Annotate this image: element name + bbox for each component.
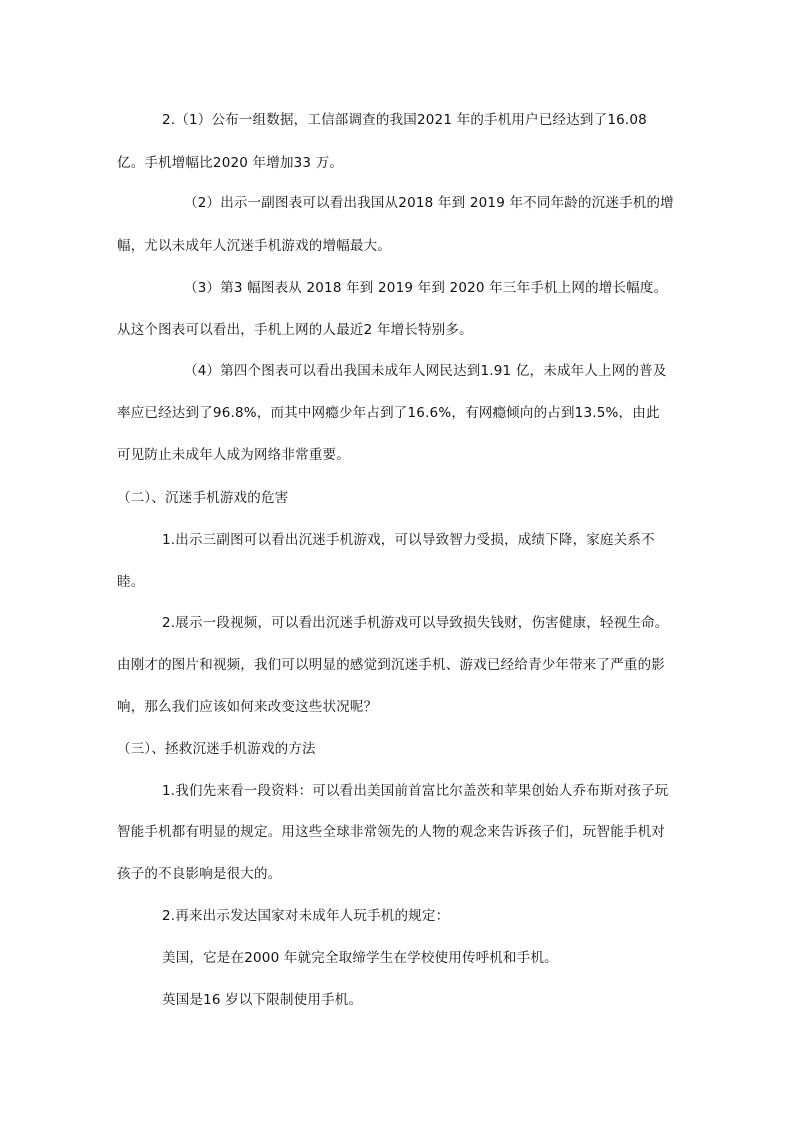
paragraph-line: 2.展示一段视频，可以看出沉迷手机游戏可以导致损失钱财，伤害健康，轻视生命。 (162, 615, 669, 631)
paragraph-line: 从这个图表可以看出，手机上网的人最近2 年增长特别多。 (117, 322, 473, 338)
paragraph-line: 率应已经达到了96.8%，而其中网瘾少年占到了16.6%，有网瘾倾向的占到13.5%，由此 (117, 405, 660, 421)
paragraph-line: 2.再来出示发达国家对未成年人玩手机的规定： (162, 908, 450, 924)
section-heading: （三）、拯救沉迷手机游戏的方法 (117, 741, 316, 757)
paragraph-line: 智能手机都有明显的规定。用这些全球非常领先的人物的观念来告诉孩子们，玩智能手机对 (117, 824, 665, 840)
paragraph-line: 响，那么我们应该如何来改变这些状况呢？ (117, 699, 378, 715)
paragraph-line: （4）第四个图表可以看出我国未成年人网民达到1.91 亿，未成年人上网的普及 (184, 363, 667, 379)
paragraph-line: 睦。 (117, 574, 145, 590)
paragraph-line: 2.（1）公布一组数据，工信部调查的我国2021 年的手机用户已经达到了16.08 (162, 112, 647, 128)
paragraph-line: 1.出示三副图可以看出沉迷手机游戏，可以导致智力受损，成绩下降，家庭关系不 (162, 532, 655, 548)
paragraph-line: （3）第3 幅图表从 2018 年到 2019 年到 2020 年三年手机上网的增长幅度。 (184, 280, 668, 296)
paragraph-line: 由刚才的图片和视频，我们可以明显的感觉到沉迷手机、游戏已经给青少年带来了严重的影 (117, 657, 665, 673)
paragraph-line: 孩子的不良影响是很大的。 (117, 866, 282, 882)
paragraph-line: 1.我们先来看一段资料：可以看出美国前首富比尔盖茨和苹果创始人乔布斯对孩子玩 (162, 783, 669, 799)
paragraph-line: 美国，它是在2000 年就完全取缔学生在学校使用传呼机和手机。 (162, 950, 558, 966)
paragraph-line: 英国是16 岁以下限制使用手机。 (162, 992, 363, 1008)
section-heading: （二）、沉迷手机游戏的危害 (117, 490, 289, 506)
paragraph-line: 亿。手机增幅比2020 年增加33 万。 (117, 155, 344, 171)
paragraph-line: 幅，尤以未成年人沉迷手机游戏的增幅最大。 (117, 238, 391, 254)
paragraph-line: 可见防止未成年人成为网络非常重要。 (117, 447, 350, 463)
paragraph-line: （2）出示一副图表可以看出我国从2018 年到 2019 年不同年龄的沉迷手机的增 (184, 195, 674, 211)
